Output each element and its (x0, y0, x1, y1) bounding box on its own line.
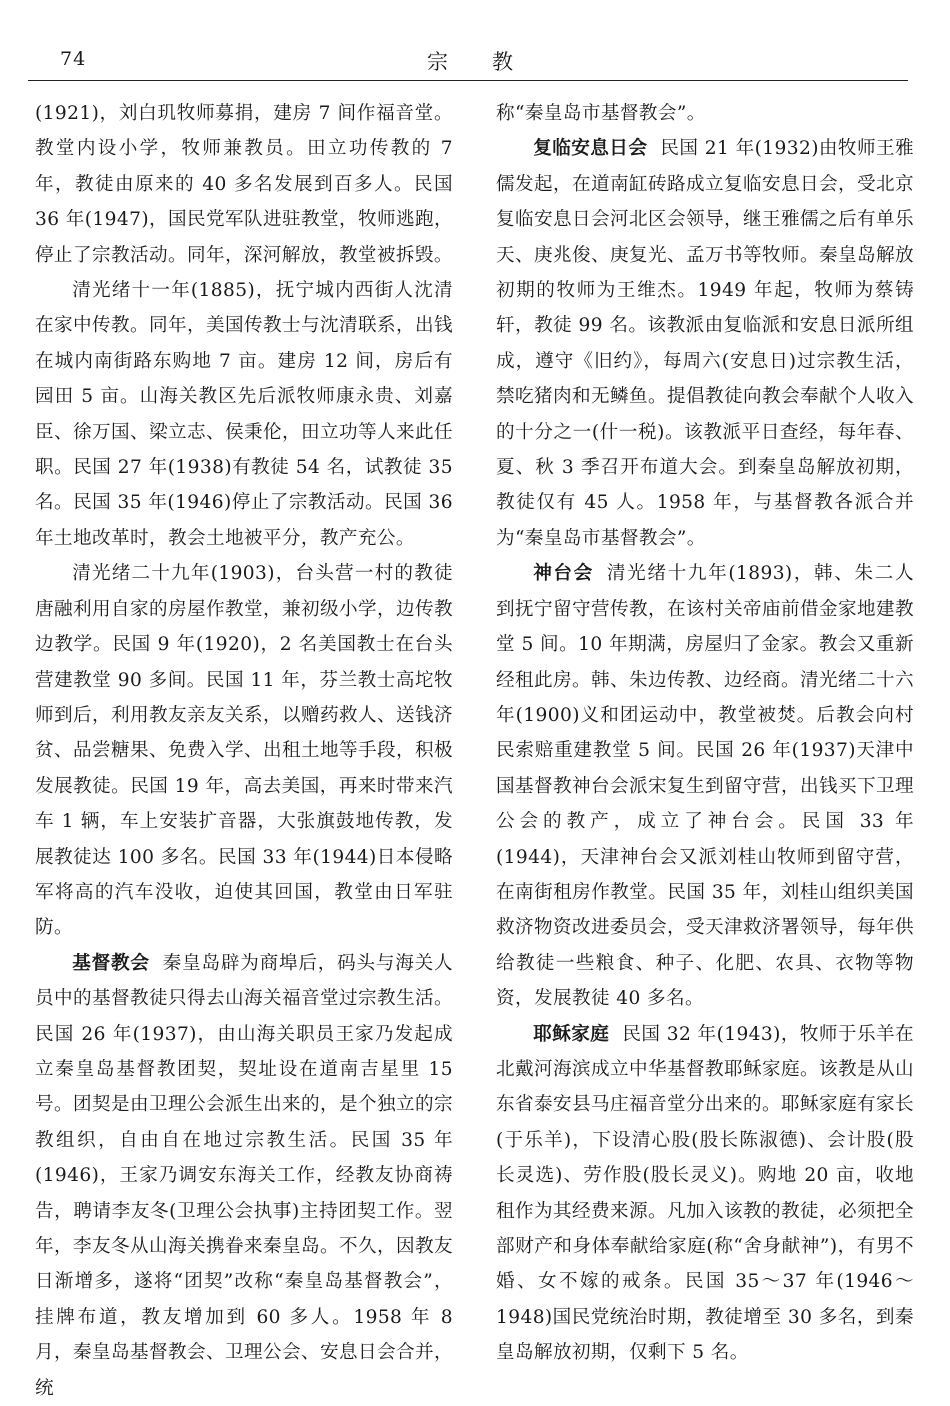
paragraph-adventist (496, 131, 914, 556)
section-body: 秦皇岛辟为商埠后，码头与海关人员中的基督教徒只得去山海关福音堂过宗教生活。民国 26 年(1937)，由山海关职员王家乃发起成立秦皇岛基督教团契，契址设在道南吉星里 15 号。团契是由卫理公会派生出来的，是个独立的宗教组织，自由自在地过宗教生活。民国 35 年(1946)，王家乃调安东海关工作，经教友协商祷告，聘请李友冬(卫理公会执事)主持团契工作。翌年，李友冬从山海关携眷来秦皇岛。不久，因教友日渐增多，遂将“团契”改称“秦皇岛基督教会”，挂牌布道，教友增加到 60 多人。1958 年 8 月，秦皇岛基督教会、卫理公会、安息日会合并，统 (35, 952, 453, 1399)
running-header-title: 宗教 (427, 50, 557, 74)
section-body: 民国 32 年(1943)，牧师于乐羊在北戴河海滨成立中华基督教耶稣家庭。该教是从山东省泰安县马庄福音堂分出来的。耶稣家庭有家长(于乐羊)，下设清心股(股长陈淑德)、会计股(股长灵选)、劳作股(股长灵义)。购地 20 亩，收地租作为其经费来源。凡加入该教的教徒，必须把全部财产和身体奉献给家庭(称“舍身献神”)，有男不婚、女不嫁的戒条。民国 35～37 年(1946～1948)国民党统治时期，教徒增至 30 多名，到秦皇岛解放初期，仅剩下 5 名。 (496, 1023, 914, 1364)
paragraph-continued: (1921)，刘白玑牧师募捐，建房 7 间作福音堂。教堂内设小学，牧师兼教员。田立功传教的 7 年，教徒由原来的 40 多名发展到百多人。民国 36 年(1947)，国民党军队进驻教堂，牧师逃跑，停止了宗教活动。同年，深河解放，教堂被拆毁。 (35, 103, 453, 266)
section-term: 基督教会 (72, 952, 150, 974)
paragraph-funing-church: 清光绪十一年(1885)，抚宁城内西街人沈清在家中传教。同年，美国传教士与沈清联系，出钱在城内南街路东购地 7 亩。建房 12 间，房后有园田 5 亩。山海关教区先后派牧师康永贵、刘嘉臣、徐万国、梁立志、侯秉伦，田立功等人来此任职。民国 27 年(1938)有教徒 54 名，试教徒 35 名。民国 35 年(1946)停止了宗教活动。民国 36 年土地改革时，教会土地被平分，教产充公。 (35, 280, 453, 549)
section-term: 复临安息日会 (533, 138, 648, 160)
section-body: 民国 21 年(1932)由牧师王雅儒发起，在道南缸砖路成立复临安息日会，受北京复临安息日会河北区会领导，继王雅儒之后有单乐天、庚兆俊、庚复光、孟万书等牧师。秦皇岛解放初期的牧师为王维杰。1949 年起，牧师为蔡铸轩，教徒 99 名。该教派由复临派和安息日派所组成，遵守《旧约》，每周六(安息日)过宗教生活，禁吃猪肉和无鳞鱼。提倡教徒向教会奉献个人收入的十分之一(什一税)。该教派平日查经，每年春、夏、秋 3 季召开布道大会。到秦皇岛解放初期，教徒仅有 45 人。1958 年，与基督教各派合并为“秦皇岛市基督教会”。 (496, 138, 915, 549)
right-column (496, 96, 914, 1371)
page-header (30, 44, 910, 80)
section-body: 清光绪十九年(1893)，韩、朱二人到抚宁留守营传教，在该村关帝庙前借金家地建教堂 5 间。10 年期满，房屋归了金家。教会又重新经租此房。韩、朱边传教、边经商。清光绪二十六年(1900)义和团运动中，教堂被焚。后教会向村民索赔重建教堂 5 间。民国 26 年(1937)天津中国基督教神台会派宋复生到留守营，出钱买下卫理公会的教产，成立了神台会。民国 33 年(1944)，天津神台会又派刘桂山牧师到留守营，在南街租房作教堂。民国 35 年，刘桂山组织美国救济物资改进委员会，受天津救济署领导，每年供给教徒一些粮食、种子、化肥、农具、衣物等物资，发展教徒 40 多名。 (496, 563, 915, 1010)
paragraph-shentai (496, 556, 914, 1016)
paragraph-taitouying-church: 清光绪二十九年(1903)，台头营一村的教徒唐融利用自家的房屋作教堂，兼初级小学，边传教边教学。民国 9 年(1920)，2 名美国教士在台头营建教堂 90 多间。民国 11 年，芬兰教士高坨牧师到后，利用教友亲友关系，以赠药救人、送钱济贫、品尝糖果、免费入学、出租土地等手段，积极发展教徒。民国 19 年，高去美国，再来时带来汽车 1 辆，车上安装扩音器，大张旗鼓地传教，发展教徒达 100 多名。民国 33 年(1944)日本侵略军将高的汽车没收，迫使其回国，教堂由日军驻防。 (35, 563, 453, 939)
page-number: 74 (60, 48, 87, 70)
paragraph-jesus-family (496, 1017, 914, 1371)
section-term: 耶稣家庭 (533, 1023, 610, 1045)
header-rule (28, 80, 908, 81)
paragraph-christian-church (35, 946, 453, 1406)
left-column (35, 96, 453, 1406)
section-term: 神台会 (533, 563, 594, 585)
paragraph-continued: 称“秦皇岛市基督教会”。 (496, 103, 706, 124)
